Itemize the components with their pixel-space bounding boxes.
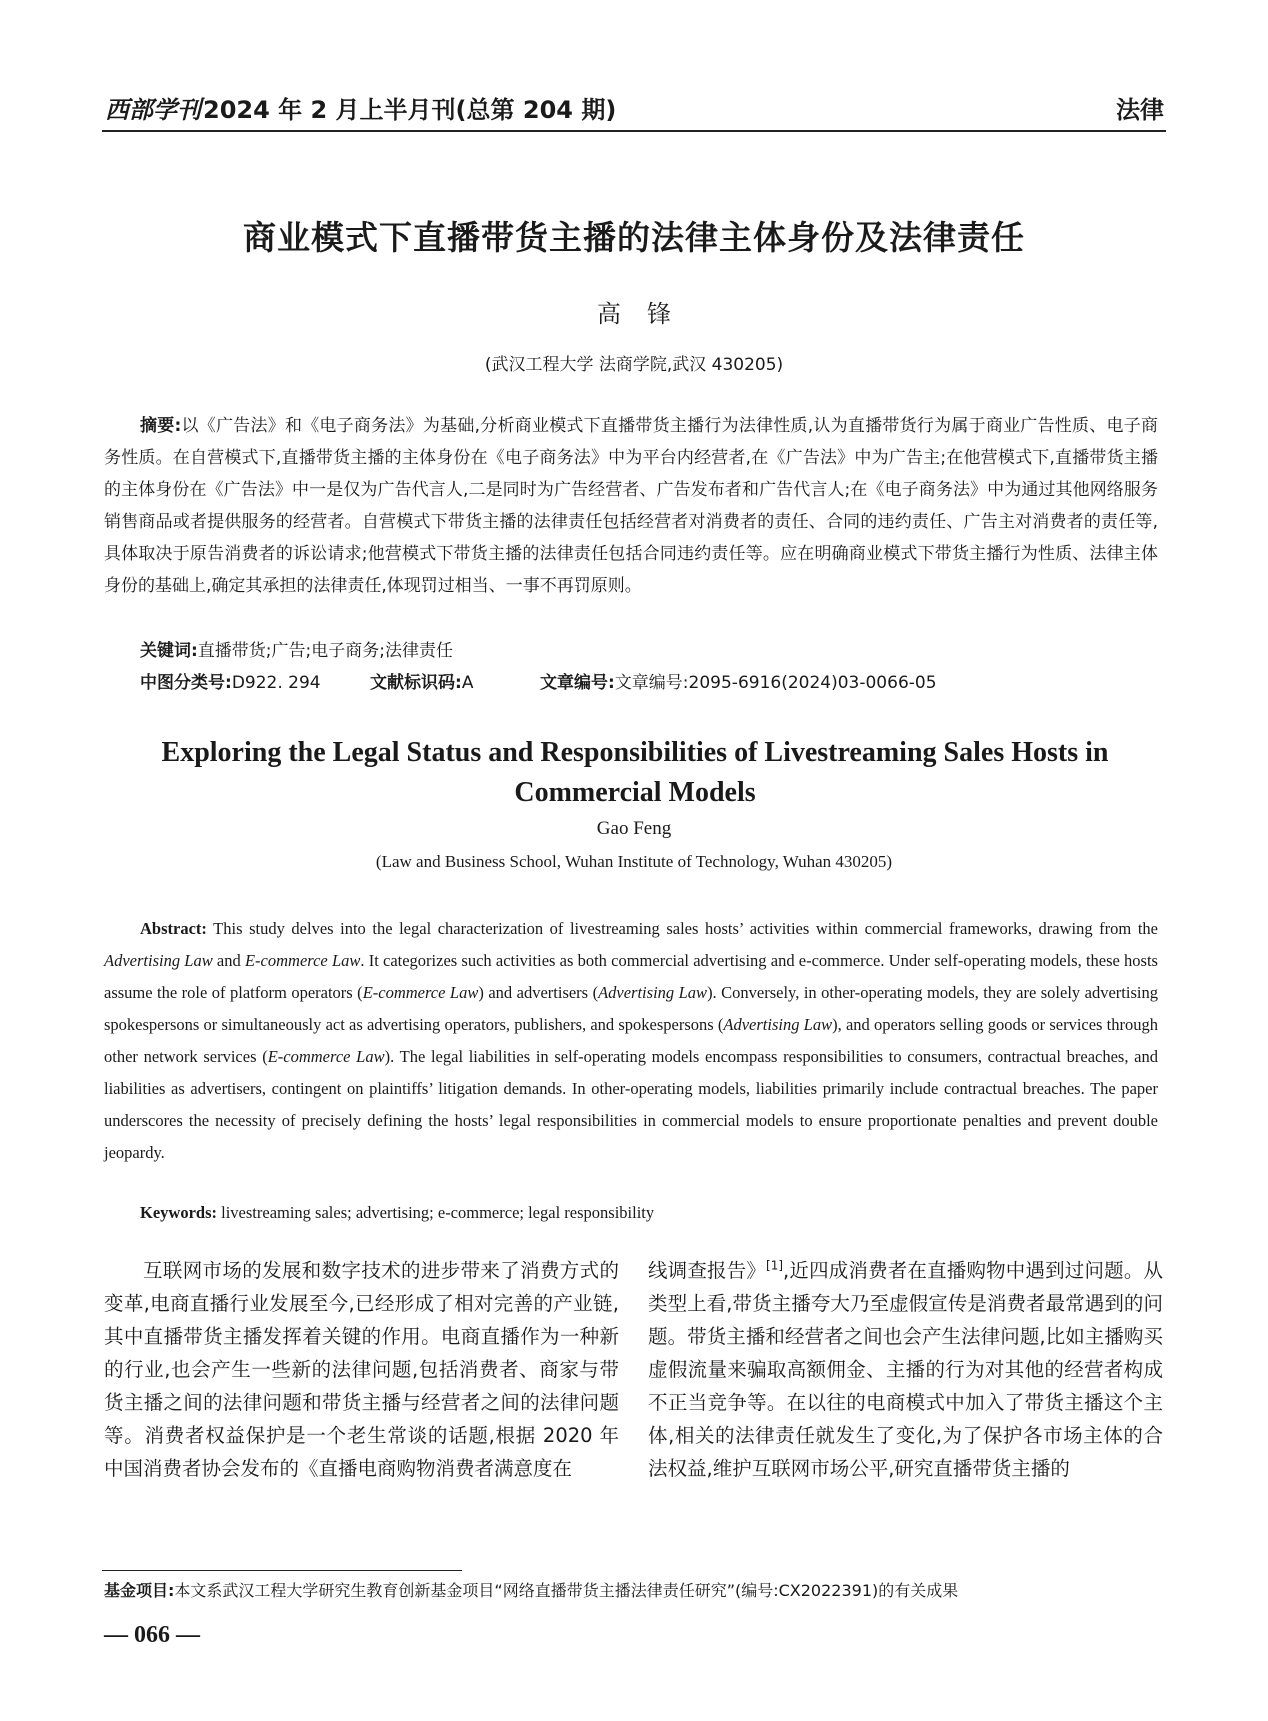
section-label: 法律 — [1116, 96, 1164, 124]
clc-value: D922. 294 — [231, 673, 321, 693]
keywords-cn — [140, 636, 453, 661]
keywords-cn-text: 直播带货;广告;电子商务;法律责任 — [197, 641, 453, 661]
author-cn: 高锋 — [597, 300, 697, 328]
law-name: E-commerce Law — [244, 951, 361, 970]
running-header-journal — [105, 90, 616, 125]
body-paragraph: 互联网市场的发展和数字技术的进步带来了消费方式的变革,电商直播行业发展至今,已经形成了相对完善的产业链,其中直播带货主播发挥着关键的作用。电商直播作为一种新的行业,也会产生一些新的法律问题,包括消费者、商家与带货主播之间的法律问题和带货主播与经营者之间的法律问题等。消费者权益保护是一个老生常谈的话题,根据 2020 年中国消费者协会发布的《直播电商购物消费者满意度在 — [104, 1259, 619, 1480]
abstract-cn-text: 以《广告法》和《电子商务法》为基础,分析商业模式下直播带货主播行为法律性质,认为直播带货行为属于商业广告性质、电子商务性质。在自营模式下,直播带货主播的主体身份在《电子商务法》中为平台内经营者,在《广告法》中为广告主;在他营模式下,直播带货主播的主体身份在《广告法》中一是仅为广告代言人,二是同时为广告经营者、广告发布者和广告代言人;在《电子商务法》中为通过其他网络服务销售商品或者提供服务的经营者。自营模式下带货主播的法律责任包括经营者对消费者的责任、合同的违约责任、广告主对消费者的责任等,具体取决于原告消费者的诉讼请求;他营模式下带货主播的法律责任包括合同违约责任等。应在明确商业模式下带货主播行为性质、法律主体身份的基础上,确定其承担的法律责任,体现罚过相当、一事不再罚原则。 — [104, 416, 1158, 596]
author-en: Gao Feng — [596, 818, 672, 839]
keywords-en — [140, 1203, 654, 1223]
law-name: Advertising Law — [598, 983, 708, 1002]
article-no-label: 文章编号: — [540, 673, 615, 693]
doc-code-value: A — [461, 673, 474, 693]
journal-logo: 西部学刊 — [105, 96, 201, 124]
affiliation-en: (Law and Business School, Wuhan Institute of Technology, Wuhan 430205) — [375, 852, 893, 871]
law-name: E-commerce Law — [267, 1047, 385, 1066]
body-column-left — [104, 1254, 619, 1485]
abstract-en-text: . It categorizes such activities as both commercial advertising and e-commerce. Under self-operating models, these hosts assume the role of platform operators ( — [104, 951, 1158, 1002]
doc-code-label: 文献标识码: — [370, 673, 462, 693]
abstract-cn — [104, 410, 1158, 602]
abstract-en-text: ), and operators selling goods or services through other network services ( — [104, 1015, 1159, 1066]
law-name: E-commerce Law — [362, 983, 479, 1002]
keywords-en-text: livestreaming sales; advertising; e-commerce; legal responsibility — [217, 1203, 655, 1222]
header-rule — [102, 130, 1166, 132]
abstract-en — [104, 913, 1158, 1169]
footnote-label: 基金项目: — [104, 1581, 175, 1600]
article-title-cn: 商业模式下直播带货主播的法律主体身份及法律责任 — [243, 218, 1025, 257]
footnote-text: 本文系武汉工程大学研究生教育创新基金项目“网络直播带货主播法律责任研究”(编号:CX2022391)的有关成果 — [174, 1581, 959, 1600]
body-column-right — [648, 1254, 1163, 1485]
abstract-en-text: and — [212, 951, 245, 970]
abstract-en-text: ). Conversely, in other-operating models, they are solely advertising spokespersons or simultaneously act as advertising operators, publishers, and spokespersons ( — [104, 983, 1158, 1034]
abstract-en-text: ). The legal liabilities in self-operating models encompass responsibilities to consumers, contractual breaches, and liabilities as advertisers, contingent on plaintiffs’ litigation demands. In other-operating models, liabilities primarily include contractual breaches. The paper underscores the necessity of precisely defining the hosts’ legal responsibilities in commercial models to ensure proportionate penalties and prevent double jeopardy. — [104, 1047, 1158, 1162]
abstract-en-text: This study delves into the legal characterization of livestreaming sales hosts’ activities within commercial frameworks, drawing from the — [206, 919, 1158, 938]
abstract-cn-label: 摘要: — [140, 416, 182, 436]
article-title-en: Exploring the Legal Status and Responsibilities of Livestreaming Sales Hosts in Commercial Models — [161, 737, 1109, 808]
page-number: — 066 — — [104, 1622, 200, 1648]
article-no-value: 文章编号:2095-6916(2024)03-0066-05 — [614, 673, 937, 693]
law-name: Advertising Law — [723, 1015, 833, 1034]
affiliation-cn: (武汉工程大学 法商学院,武汉 430205) — [484, 355, 784, 375]
body-text: 线调查报告》 — [648, 1259, 767, 1282]
abstract-en-text: ) and advertisers ( — [478, 983, 599, 1002]
footnote-rule — [102, 1570, 462, 1571]
body-paragraph — [648, 1254, 1163, 1485]
law-name: Advertising Law — [104, 951, 213, 970]
issue-info: 2024 年 2 月上半月刊(总第 204 期) — [203, 96, 617, 124]
body-text: ,近四成消费者在直播购物中遇到过问题。从类型上看,带货主播夸大乃至虚假宣传是消费者最常遇到的问题。带货主播和经营者之间也会产生法律问题,比如主播购买虚假流量来骗取高额佣金、主播的行为对其他的经营者构成不正当竞争等。在以往的电商模式中加入了带货主播这个主体,相关的法律责任就发生了变化,为了保护各市场主体的合法权益,维护互联网市场公平,研究直播带货主播的 — [648, 1259, 1163, 1480]
abstract-en-label: Abstract: — [140, 919, 207, 938]
clc-label: 中图分类号: — [140, 673, 232, 693]
citation-ref: [1] — [766, 1258, 784, 1273]
classification-line — [140, 668, 937, 693]
funding-footnote — [104, 1578, 958, 1601]
keywords-cn-label: 关键词: — [140, 641, 198, 661]
keywords-en-label: Keywords: — [140, 1203, 217, 1222]
